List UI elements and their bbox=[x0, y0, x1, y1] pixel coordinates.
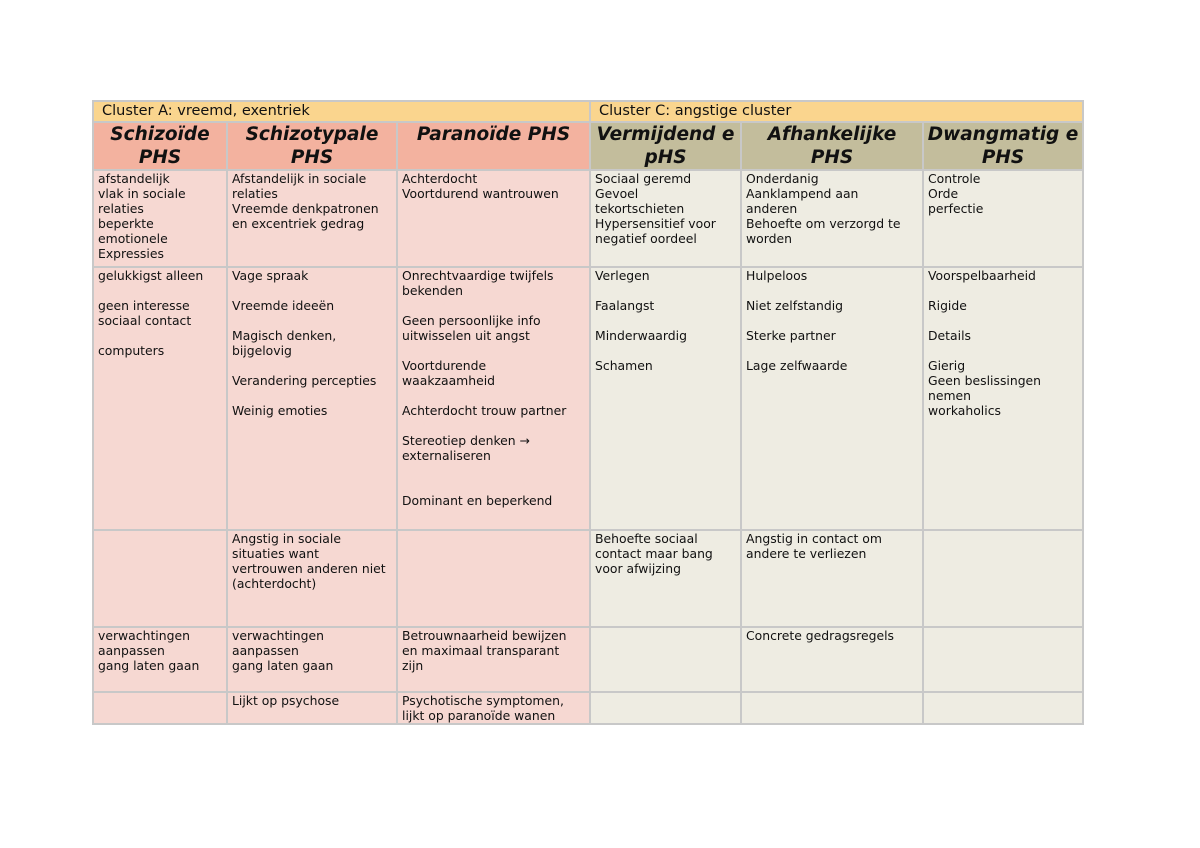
table-cell: Psychotische symptomen, lijkt op paranoïde wanen bbox=[397, 692, 590, 724]
table-cell bbox=[590, 692, 741, 724]
disorder-header-row bbox=[93, 122, 1083, 170]
header-afhankelijke: Afhankelijke PHS bbox=[741, 122, 923, 170]
header-paranoide: Paranoïde PHS bbox=[397, 122, 590, 170]
cluster-c-label: Cluster C: angstige cluster bbox=[590, 101, 1083, 122]
table-cell bbox=[923, 692, 1083, 724]
table-cell: Controle Orde perfectie bbox=[923, 170, 1083, 267]
table-cell: Betrouwnaarheid bewijzen en maximaal transparant zijn bbox=[397, 627, 590, 692]
table-cell: Hulpeloos Niet zelfstandig Sterke partner Lage zelfwaarde bbox=[741, 267, 923, 530]
table-cell: Vage spraak Vreemde ideeën Magisch denken, bijgelovig Verandering percepties Weinig emoties bbox=[227, 267, 397, 530]
table-cell bbox=[590, 627, 741, 692]
header-schizotypale: Schizotypale PHS bbox=[227, 122, 397, 170]
table-cell: Concrete gedragsregels bbox=[741, 627, 923, 692]
table-cell bbox=[93, 692, 227, 724]
cluster-header-row bbox=[93, 101, 1083, 122]
table-row bbox=[93, 530, 1083, 627]
table-cell: verwachtingen aanpassen gang laten gaan bbox=[227, 627, 397, 692]
table-cell: Voorspelbaarheid Rigide Details Gierig Geen beslissingen nemen workaholics bbox=[923, 267, 1083, 530]
table-cell: Angstig in contact om andere te verliezen bbox=[741, 530, 923, 627]
table-cell bbox=[741, 692, 923, 724]
table-cell: Sociaal geremd Gevoel tekortschieten Hypersensitief voor negatief oordeel bbox=[590, 170, 741, 267]
header-schizoide: Schizoïde PHS bbox=[93, 122, 227, 170]
table-cell: Onderdanig Aanklampend aan anderen Behoefte om verzorgd te worden bbox=[741, 170, 923, 267]
table-cell: Afstandelijk in sociale relaties Vreemde denkpatronen en excentriek gedrag bbox=[227, 170, 397, 267]
table-cell bbox=[397, 530, 590, 627]
table-cell: afstandelijk vlak in sociale relaties beperkte emotionele Expressies bbox=[93, 170, 227, 267]
table-row bbox=[93, 627, 1083, 692]
table-cell bbox=[923, 627, 1083, 692]
table-cell: gelukkigst alleen geen interesse sociaal contact computers bbox=[93, 267, 227, 530]
table-cell: Behoefte sociaal contact maar bang voor afwijzing bbox=[590, 530, 741, 627]
personality-disorder-table bbox=[92, 100, 1084, 725]
table-cell: Angstig in sociale situaties want vertrouwen anderen niet (achterdocht) bbox=[227, 530, 397, 627]
table-cell: Verlegen Faalangst Minderwaardig Schamen bbox=[590, 267, 741, 530]
table-cell bbox=[923, 530, 1083, 627]
table-cell: Onrechtvaardige twijfels bekenden Geen persoonlijke info uitwisselen uit angst Voortdurende waakzaamheid Achterdocht trouw partner Stereotiep denken → externaliseren Dominant en beperkend bbox=[397, 267, 590, 530]
table-row bbox=[93, 267, 1083, 530]
table-row bbox=[93, 692, 1083, 724]
table-cell: verwachtingen aanpassen gang laten gaan bbox=[93, 627, 227, 692]
table-cell: Lijkt op psychose bbox=[227, 692, 397, 724]
table-cell: Achterdocht Voortdurend wantrouwen bbox=[397, 170, 590, 267]
cluster-a-label: Cluster A: vreemd, exentriek bbox=[93, 101, 590, 122]
header-vermijdende: Vermijdend e pHS bbox=[590, 122, 741, 170]
header-dwangmatige: Dwangmatig e PHS bbox=[923, 122, 1083, 170]
table-cell bbox=[93, 530, 227, 627]
table-row bbox=[93, 170, 1083, 267]
